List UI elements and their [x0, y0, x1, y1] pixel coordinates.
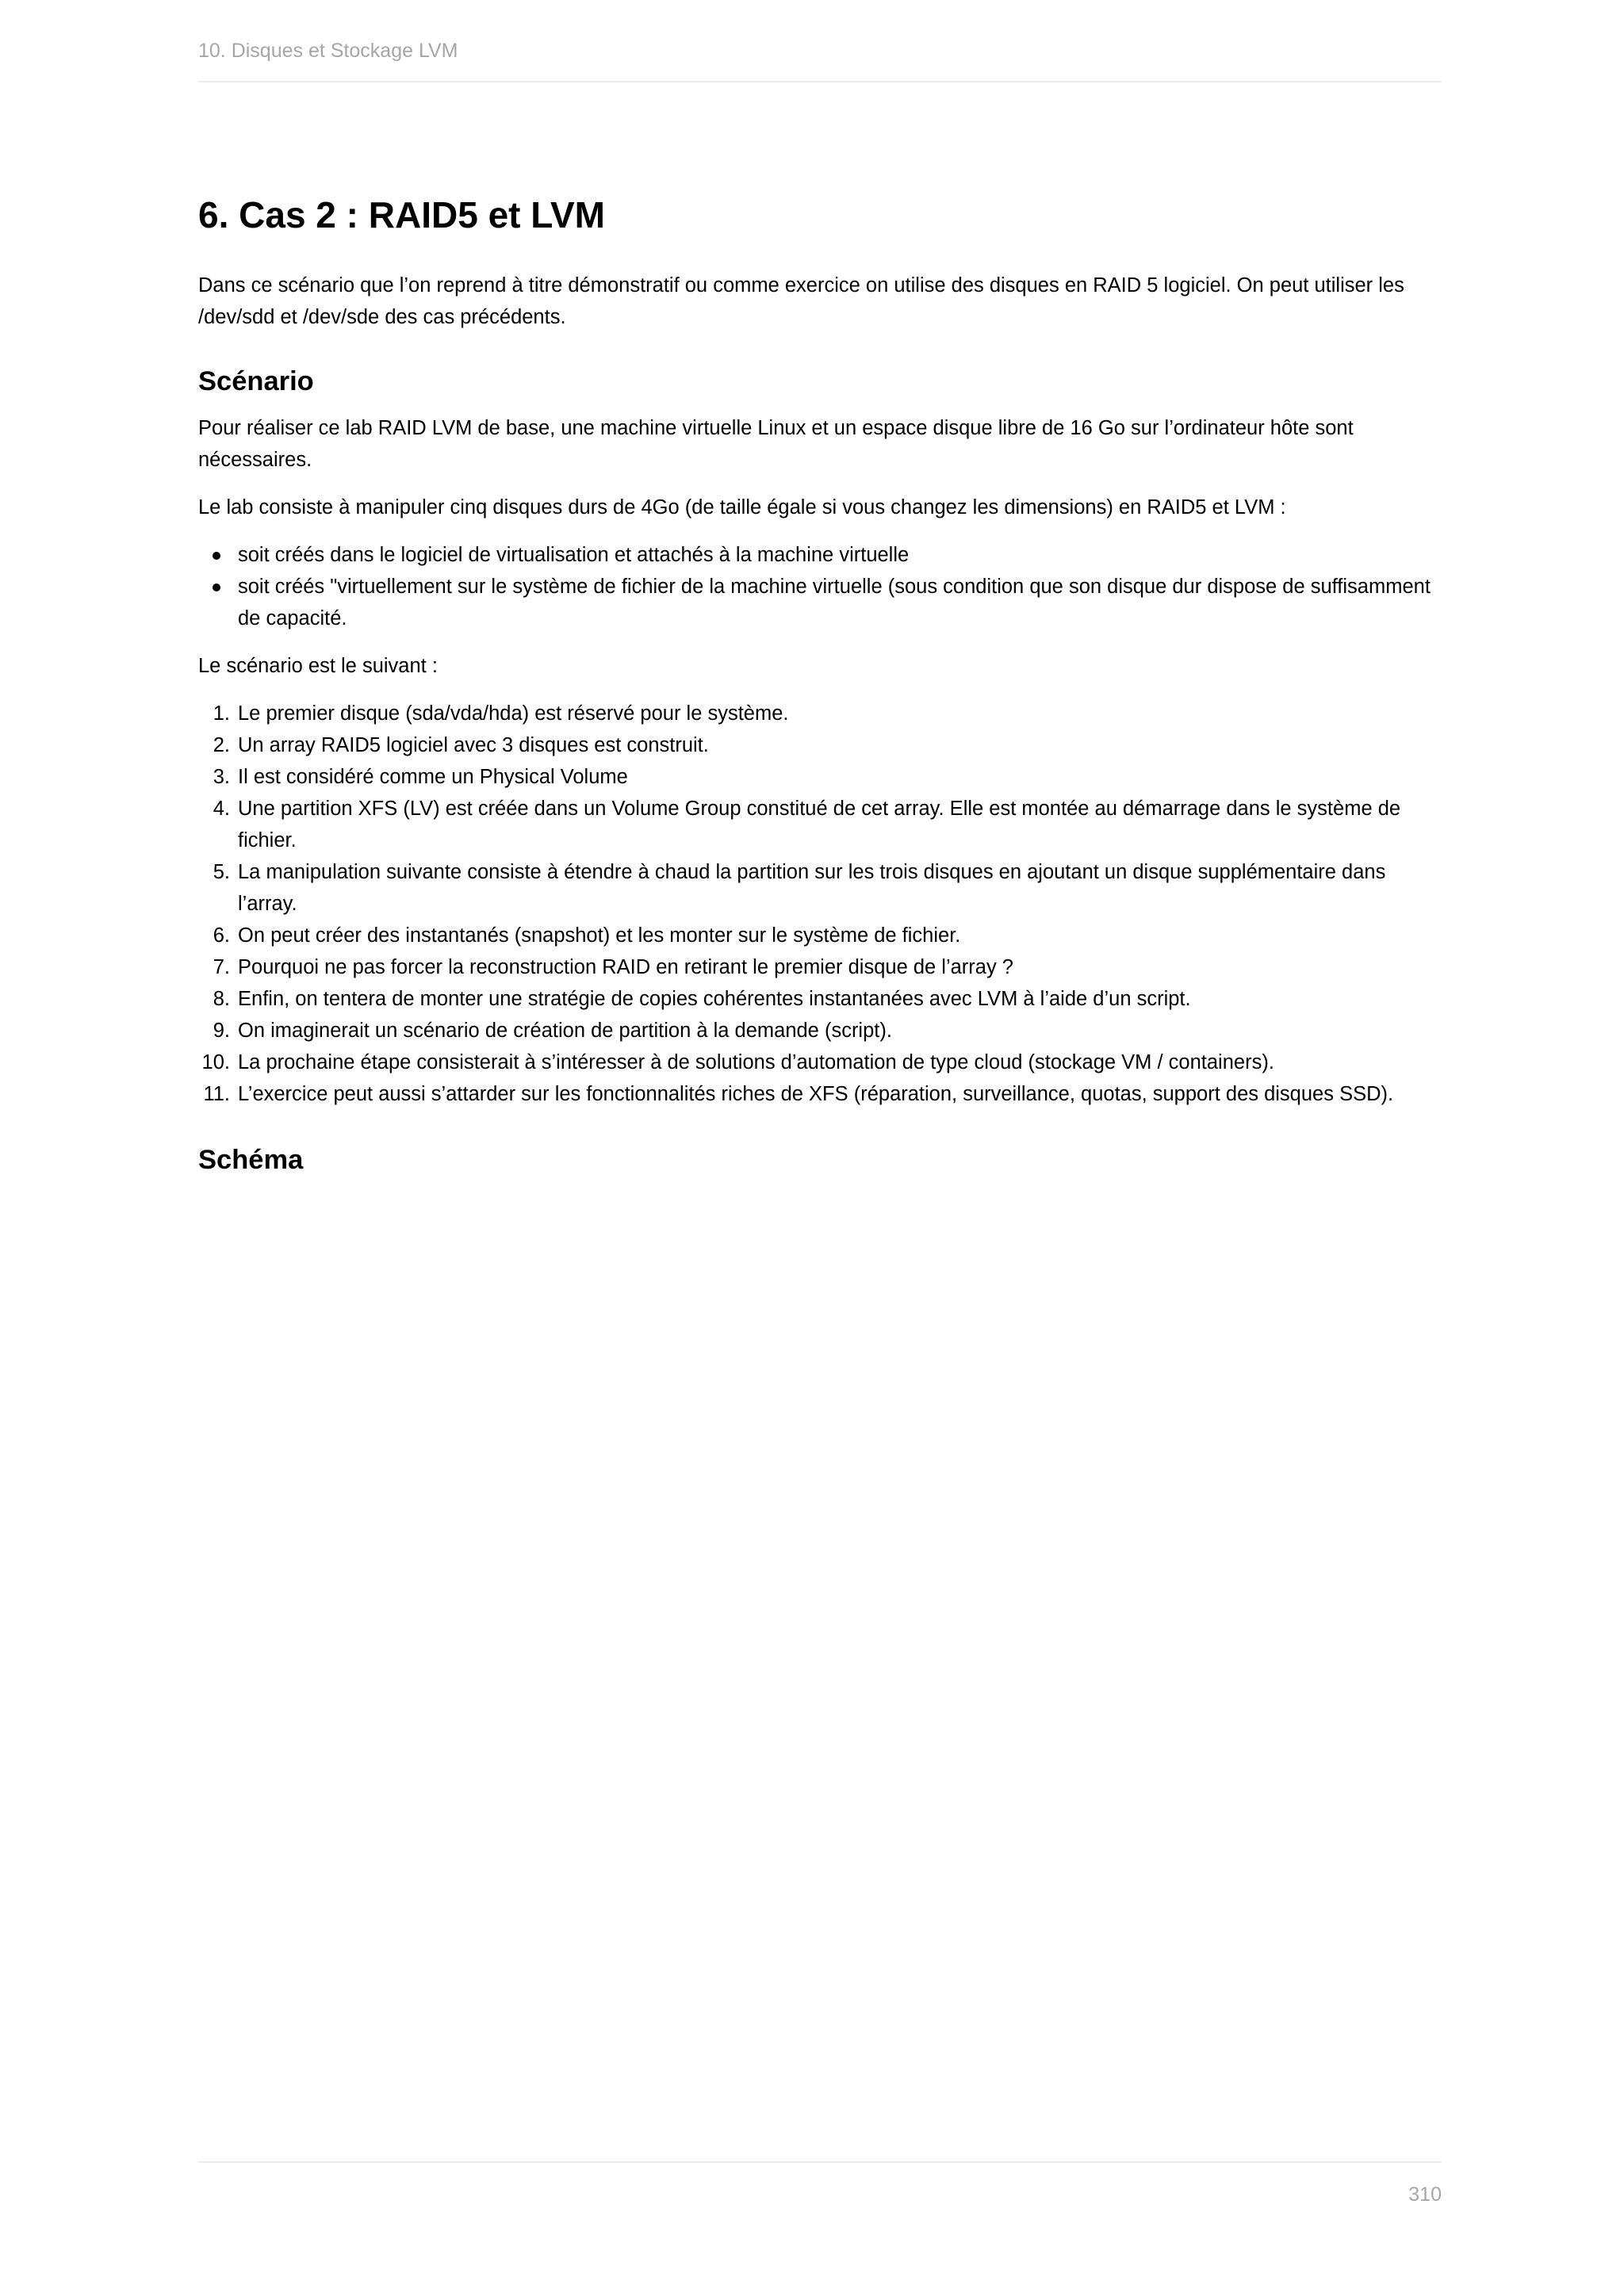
- list-item-text: soit créés dans le logiciel de virtualisation et attachés à la machine virtuelle: [238, 544, 910, 566]
- schema-heading: Schéma: [198, 1145, 304, 1175]
- list-item: [203, 1078, 1442, 1110]
- step-text: La manipulation suivante consiste à étendre à chaud la partition sur les trois disques en ajoutant un disque supplémentaire dans l’array.: [238, 861, 1386, 915]
- page-footer: [198, 2161, 1442, 2206]
- list-item: [213, 698, 1442, 729]
- list-item: [213, 920, 1442, 951]
- list-item-text: soit créés "virtuellement sur le système de fichier de la machine virtuelle (sous condition que son disque dur dispose de suffisamment de capacité.: [238, 576, 1431, 629]
- step-number: 2.: [213, 734, 230, 756]
- step-number: 7.: [213, 956, 230, 978]
- step-number: 4.: [213, 798, 230, 820]
- step-number: 5.: [213, 861, 230, 883]
- scenario-heading: Scénario: [198, 366, 314, 396]
- list-item: [201, 1047, 1442, 1078]
- bullet-icon: [213, 552, 220, 560]
- list-item: [238, 571, 1442, 634]
- list-item: [213, 1015, 1442, 1047]
- scenario-paragraph-1: Pour réaliser ce lab RAID LVM de base, une machine virtuelle Linux et un espace disque libre de 16 Go sur l’ordinateur hôte sont nécessaires.: [198, 417, 1354, 471]
- scenario-paragraph-2: Le lab consiste à manipuler cinq disques durs de 4Go (de taille égale si vous changez les dimensions) en RAID5 et LVM :: [198, 496, 1286, 519]
- list-item: [238, 539, 1442, 571]
- step-number: 8.: [213, 988, 230, 1010]
- page-header: [198, 38, 1442, 82]
- step-number: 10.: [201, 1051, 230, 1073]
- step-number: 9.: [213, 1020, 230, 1042]
- step-text: L’exercice peut aussi s’attarder sur les fonctionnalités riches de XFS (réparation, surveillance, quotas, support des disques SSD).: [238, 1083, 1394, 1105]
- step-number: 3.: [213, 766, 230, 788]
- steps-list: [198, 698, 1442, 1110]
- step-text: Une partition XFS (LV) est créée dans un Volume Group constitué de cet array. Elle est montée au démarrage dans le système de fichier.: [238, 798, 1401, 851]
- page-content: [198, 187, 1442, 1178]
- step-text: Le premier disque (sda/vda/hda) est réservé pour le système.: [238, 702, 789, 725]
- section-title: 6. Cas 2 : RAID5 et LVM: [198, 194, 605, 235]
- step-text: Enfin, on tentera de monter une stratégie de copies cohérentes instantanées avec LVM à l’aide d’un script.: [238, 988, 1191, 1010]
- list-item: [213, 761, 1442, 793]
- intro-paragraph: Dans ce scénario que l’on reprend à titre démonstratif ou comme exercice on utilise des disques en RAID 5 logiciel. On peut utiliser les /dev/sdd et /dev/sde des cas précédents.: [198, 274, 1404, 328]
- step-text: On imaginerait un scénario de création de partition à la demande (script).: [238, 1020, 892, 1042]
- step-text: Pourquoi ne pas forcer la reconstruction RAID en retirant le premier disque de l’array ?: [238, 956, 1013, 978]
- list-item: [213, 793, 1442, 856]
- list-item: [213, 729, 1442, 761]
- list-item: [213, 983, 1442, 1015]
- bullet-icon: [213, 584, 220, 591]
- bullet-list: [198, 539, 1442, 634]
- step-number: 11.: [203, 1083, 230, 1105]
- running-title: 10. Disques et Stockage LVM: [198, 40, 458, 62]
- step-text: Il est considéré comme un Physical Volume: [238, 766, 628, 788]
- step-text: On peut créer des instantanés (snapshot) et les monter sur le système de fichier.: [238, 924, 961, 947]
- list-item: [213, 856, 1442, 920]
- scenario-paragraph-3: Le scénario est le suivant :: [198, 655, 438, 677]
- step-number: 1.: [213, 702, 230, 725]
- step-number: 6.: [213, 924, 230, 947]
- list-item: [213, 951, 1442, 983]
- step-text: Un array RAID5 logiciel avec 3 disques est construit.: [238, 734, 709, 756]
- page-number: 310: [1408, 2183, 1442, 2206]
- step-text: La prochaine étape consisterait à s’intéresser à de solutions d’automation de type cloud (stockage VM / containers).: [238, 1051, 1274, 1073]
